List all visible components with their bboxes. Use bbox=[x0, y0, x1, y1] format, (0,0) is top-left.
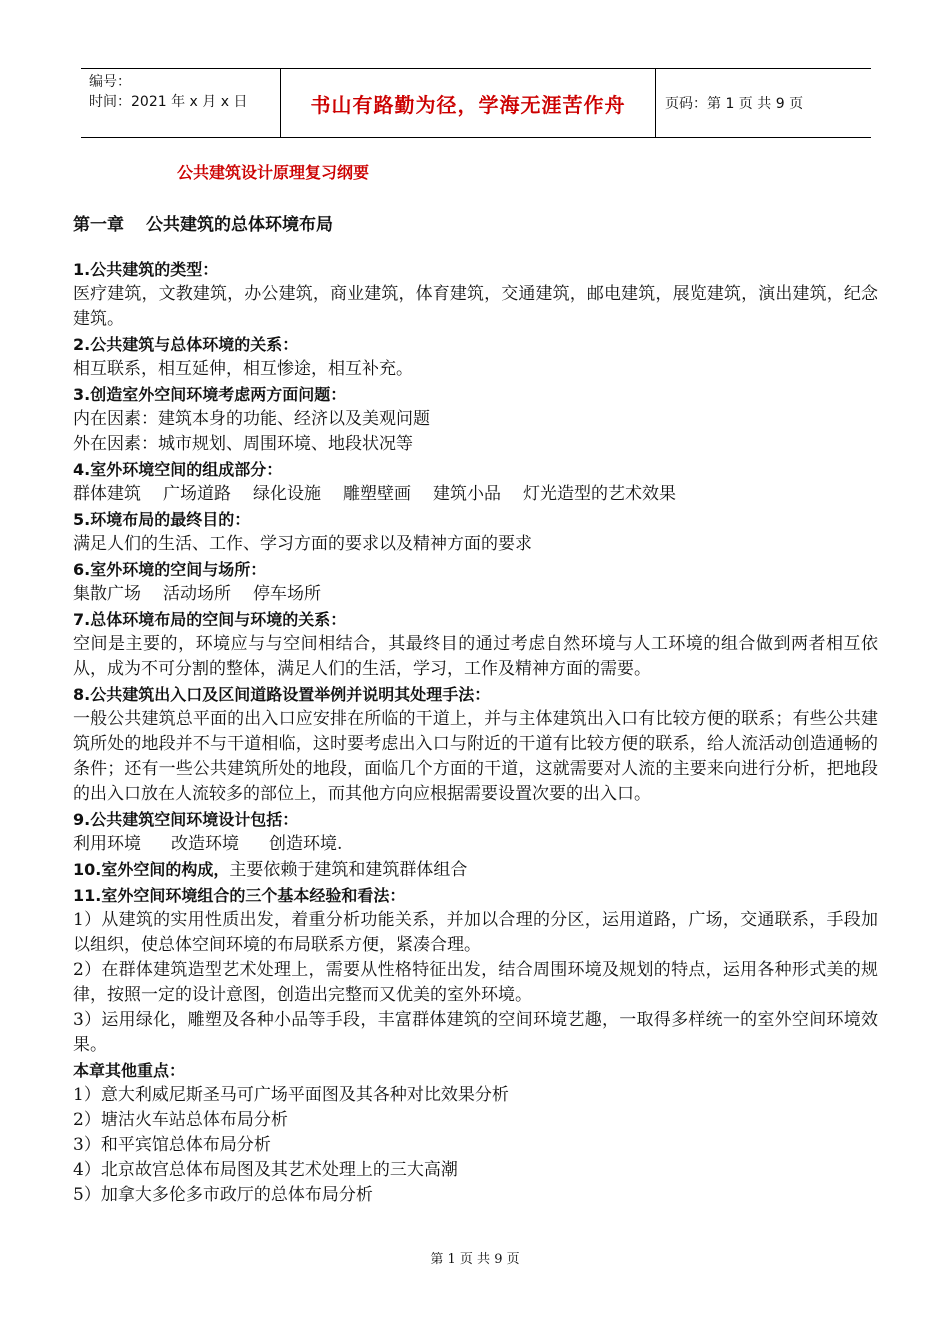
number-label: 编号： bbox=[89, 74, 131, 90]
list-item: 建筑小品 bbox=[433, 484, 501, 504]
list-item: 雕塑壁画 bbox=[343, 484, 411, 504]
section-heading: 2.公共建筑与总体环境的关系： bbox=[73, 335, 299, 354]
list-item: 灯光造型的艺术效果 bbox=[523, 484, 676, 504]
chapter-title: 公共建筑的总体环境布局 bbox=[146, 215, 333, 235]
list-item: 5）加拿大多伦多市政厅的总体布局分析 bbox=[73, 1185, 373, 1205]
motto: 书山有路勤为径，学海无涯苦作舟 bbox=[310, 92, 626, 117]
list-item: 改造环境 bbox=[171, 834, 239, 854]
document-body bbox=[73, 257, 878, 1208]
header-motto-cell bbox=[281, 69, 656, 137]
section-heading: 10.室外空间的构成， bbox=[73, 860, 230, 879]
section-heading: 5.环境布局的最终目的： bbox=[73, 510, 251, 529]
list-item: 停车场所 bbox=[253, 584, 321, 604]
time-label: 时间：2021 年 x 月 x 日 bbox=[89, 94, 248, 110]
list-item: 利用环境 bbox=[73, 834, 141, 854]
list-item: 活动场所 bbox=[163, 584, 231, 604]
section-heading: 1.公共建筑的类型： bbox=[73, 260, 219, 279]
item-row bbox=[73, 832, 878, 857]
section-10 bbox=[73, 857, 878, 883]
item-row bbox=[73, 482, 878, 507]
section-heading: 7.总体环境布局的空间与环境的关系： bbox=[73, 610, 347, 629]
section-text: 满足人们的生活、工作、学习方面的要求以及精神方面的要求 bbox=[73, 534, 532, 554]
section-text: 相互联系，相互延伸，相互惨途，相互补充。 bbox=[73, 359, 413, 379]
section-text: 内在因素：建筑本身的功能、经济以及美观问题 bbox=[73, 409, 430, 429]
section-heading: 11.室外空间环境组合的三个基本经验和看法： bbox=[73, 886, 406, 905]
list-item: 创造环境. bbox=[269, 834, 343, 854]
section-heading: 8.公共建筑出入口及区间道路设置举例并说明其处理手法： bbox=[73, 685, 491, 704]
section-text: 医疗建筑，文教建筑，办公建筑，商业建筑，体育建筑，交通建筑，邮电建筑，展览建筑，演出建筑，纪念建筑。 bbox=[73, 284, 878, 329]
section-heading: 6.室外环境的空间与场所： bbox=[73, 560, 267, 579]
header-page-info bbox=[655, 69, 871, 137]
page-footer: 第 1 页 共 9 页 bbox=[430, 1252, 520, 1267]
list-item: 3）和平宾馆总体布局分析 bbox=[73, 1135, 271, 1155]
list-item: 群体建筑 bbox=[73, 484, 141, 504]
section-heading: 3.创造室外空间环境考虑两方面问题： bbox=[73, 385, 347, 404]
section-heading: 4.室外环境空间的组成部分： bbox=[73, 460, 283, 479]
list-item: 1）意大利威尼斯圣马可广场平面图及其各种对比效果分析 bbox=[73, 1085, 509, 1105]
chapter-number: 第一章 bbox=[73, 215, 124, 235]
document-title: 公共建筑设计原理复习纲要 bbox=[177, 163, 370, 182]
section-text: 2）在群体建筑造型艺术处理上，需要从性格特征出发，结合周围环境及规划的特点，运用各种形式美的规律，按照一定的设计意图，创造出完整而又优美的室外环境。 bbox=[73, 960, 878, 1005]
list-item: 4）北京故宫总体布局图及其艺术处理上的三大高潮 bbox=[73, 1160, 458, 1180]
section-text: 1）从建筑的实用性质出发，着重分析功能关系，并加以合理的分区，运用道路，广场，交通联系，手段加以组织，使总体空间环境的布局联系方便，紧凑合理。 bbox=[73, 910, 878, 955]
section-text: 一般公共建筑总平面的出入口应安排在所临的干道上，并与主体建筑出入口有比较方便的联系；有些公共建筑所处的地段并不与干道相临，这时要考虑出入口与附近的干道有比较方便的联系，给人流活动创造通畅的条件；还有一些公共建筑所处的地段，面临几个方面的干道，这就需要对人流的主要来向进行分析，把地段的出入口放在人流较多的部位上，而其他方向应根据需要设置次要的出入口。 bbox=[73, 709, 878, 804]
page-header bbox=[81, 68, 871, 138]
chapter-heading bbox=[73, 210, 333, 235]
section-text: 外在因素：城市规划、周围环境、地段状况等 bbox=[73, 434, 413, 454]
section-text: 空间是主要的，环境应与与空间相结合，其最终目的通过考虑自然环境与人工环境的组合做到两者相互依从，成为不可分割的整体，满足人们的生活，学习，工作及精神方面的需要。 bbox=[73, 634, 878, 679]
list-item: 广场道路 bbox=[163, 484, 231, 504]
header-meta bbox=[81, 69, 281, 137]
page-info: 页码：第 1 页 共 9 页 bbox=[665, 96, 804, 112]
list-item: 2）塘沽火车站总体布局分析 bbox=[73, 1110, 288, 1130]
section-heading: 本章其他重点： bbox=[73, 1061, 186, 1080]
section-text: 主要依赖于建筑和建筑群体组合 bbox=[229, 860, 468, 880]
list-item: 绿化设施 bbox=[253, 484, 321, 504]
item-row bbox=[73, 582, 878, 607]
list-item: 集散广场 bbox=[73, 584, 141, 604]
section-heading: 9.公共建筑空间环境设计包括： bbox=[73, 810, 299, 829]
section-text: 3）运用绿化，雕塑及各种小品等手段，丰富群体建筑的空间环境艺趣，一取得多样统一的室外空间环境效果。 bbox=[73, 1010, 878, 1055]
